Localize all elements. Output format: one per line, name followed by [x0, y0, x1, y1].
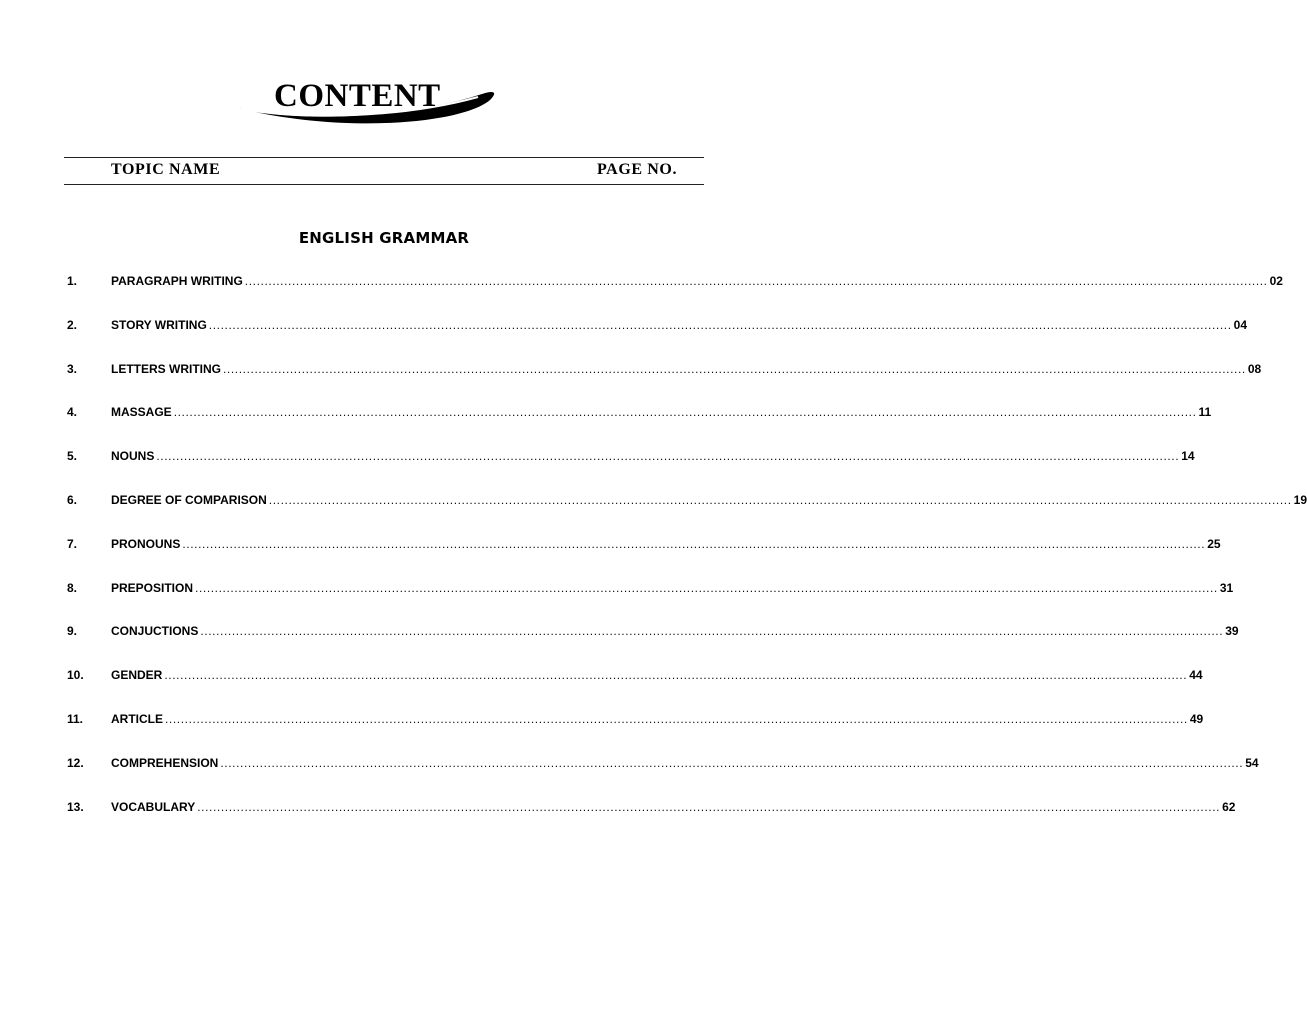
dot-leader: ....................................................................................................................................................................................................................................................................: [156, 449, 1180, 464]
toc-entry-page: 39: [1225, 624, 1239, 639]
dot-leader: ....................................................................................................................................................................................................................................................................: [244, 274, 1268, 288]
toc-entry[interactable]: [67, 667, 1203, 711]
toc-entry-title: COMPREHENSION: [111, 755, 219, 770]
page-no-heading: PAGE NO.: [597, 161, 678, 178]
toc-entry[interactable]: [67, 536, 1221, 580]
toc-entry-line: [111, 361, 1262, 377]
toc-entry-number: 1.: [67, 274, 78, 288]
dot-leader: ....................................................................................................................................................................................................................................................................: [197, 799, 1221, 814]
toc-entry-title: GENDER: [111, 668, 163, 683]
toc-entry-page: 44: [1189, 668, 1203, 683]
toc-entry-line: [111, 623, 1239, 639]
toc-entry-number: 6.: [67, 492, 78, 507]
section-title: ENGLISH GRAMMAR: [298, 229, 470, 247]
toc-entry-line: [111, 711, 1204, 727]
toc-entry-number: 8.: [67, 580, 78, 595]
toc-entry-page: 08: [1247, 361, 1262, 376]
dot-leader: ....................................................................................................................................................................................................................................................................: [173, 405, 1197, 420]
toc-entry-number: 12.: [67, 755, 84, 770]
toc-entry[interactable]: [67, 580, 1234, 624]
table-of-contents: [67, 273, 1307, 842]
toc-entry[interactable]: [67, 755, 1259, 799]
toc-entry-number: 11.: [67, 711, 84, 726]
toc-entry-page: 62: [1222, 799, 1236, 814]
toc-entry-number: 5.: [67, 449, 78, 464]
toc-entry-line: [111, 492, 1307, 508]
toc-entry-number: 2.: [67, 317, 78, 332]
dot-leader: ....................................................................................................................................................................................................................................................................: [164, 668, 1188, 683]
toc-entry-line: [111, 404, 1212, 420]
toc-entry[interactable]: [67, 799, 1236, 843]
toc-entry-title: MASSAGE: [111, 405, 172, 420]
dot-leader: ....................................................................................................................................................................................................................................................................: [195, 580, 1218, 595]
toc-entry-line: [111, 317, 1247, 333]
topic-name-heading: TOPIC NAME: [111, 161, 221, 178]
dot-leader: ....................................................................................................................................................................................................................................................................: [200, 624, 1224, 639]
dot-leader: ....................................................................................................................................................................................................................................................................: [208, 317, 1232, 332]
toc-entry-line: [111, 667, 1203, 683]
toc-entry-page: 54: [1245, 755, 1259, 770]
toc-entry-title: NOUNS: [111, 449, 155, 464]
header-top-rule: [64, 157, 704, 158]
dot-leader: ....................................................................................................................................................................................................................................................................: [220, 755, 1244, 770]
toc-entry-line: [111, 273, 1283, 289]
toc-entry[interactable]: [67, 623, 1239, 667]
toc-entry[interactable]: [67, 361, 1262, 405]
toc-entry-title: PARAGRAPH WRITING: [111, 274, 243, 288]
dot-leader: ....................................................................................................................................................................................................................................................................: [268, 492, 1292, 507]
toc-entry[interactable]: [67, 273, 1283, 317]
toc-entry-title: CONJUCTIONS: [111, 624, 199, 639]
dot-leader: ....................................................................................................................................................................................................................................................................: [223, 361, 1246, 376]
toc-entry-title: PREPOSITION: [111, 580, 194, 595]
header-bottom-rule: [64, 184, 704, 185]
toc-entry-page: 19: [1293, 492, 1307, 507]
toc-entry-number: 13.: [67, 799, 84, 814]
dot-leader: ....................................................................................................................................................................................................................................................................: [165, 711, 1188, 726]
toc-entry-title: LETTERS WRITING: [111, 361, 221, 376]
toc-entry-page: 11: [1198, 405, 1212, 420]
toc-entry-page: 25: [1207, 536, 1221, 551]
dot-leader: ....................................................................................................................................................................................................................................................................: [182, 536, 1206, 551]
toc-entry-title: VOCABULARY: [111, 799, 196, 814]
toc-entry-title: PRONOUNS: [111, 536, 181, 551]
toc-entry-title: STORY WRITING: [111, 317, 207, 332]
toc-entry-title: ARTICLE: [111, 711, 163, 726]
toc-entry-line: [111, 536, 1221, 552]
toc-entry[interactable]: [67, 448, 1195, 492]
toc-entry-page: 31: [1219, 580, 1234, 595]
toc-entry-line: [111, 799, 1236, 815]
toc-entry-line: [111, 580, 1234, 596]
toc-entry-title: DEGREE OF COMPARISON: [111, 492, 267, 507]
toc-entry-number: 9.: [67, 624, 78, 639]
toc-entry[interactable]: [67, 711, 1204, 755]
toc-entry-number: 10.: [67, 668, 84, 683]
toc-entry-page: 04: [1233, 317, 1247, 332]
toc-entry[interactable]: [67, 404, 1212, 448]
content-logo: [232, 72, 502, 132]
toc-entry-line: [111, 448, 1195, 464]
toc-entry-page: 14: [1181, 449, 1195, 464]
toc-entry-line: [111, 755, 1259, 771]
toc-entry-number: 7.: [67, 536, 78, 551]
toc-entry-page: 02: [1269, 274, 1283, 288]
toc-entry-number: 3.: [67, 361, 78, 376]
toc-entry-number: 4.: [67, 405, 78, 420]
toc-entry[interactable]: [67, 317, 1247, 361]
logo-title: CONTENT: [274, 78, 441, 114]
toc-entry[interactable]: [67, 492, 1307, 536]
toc-entry-page: 49: [1189, 711, 1204, 726]
